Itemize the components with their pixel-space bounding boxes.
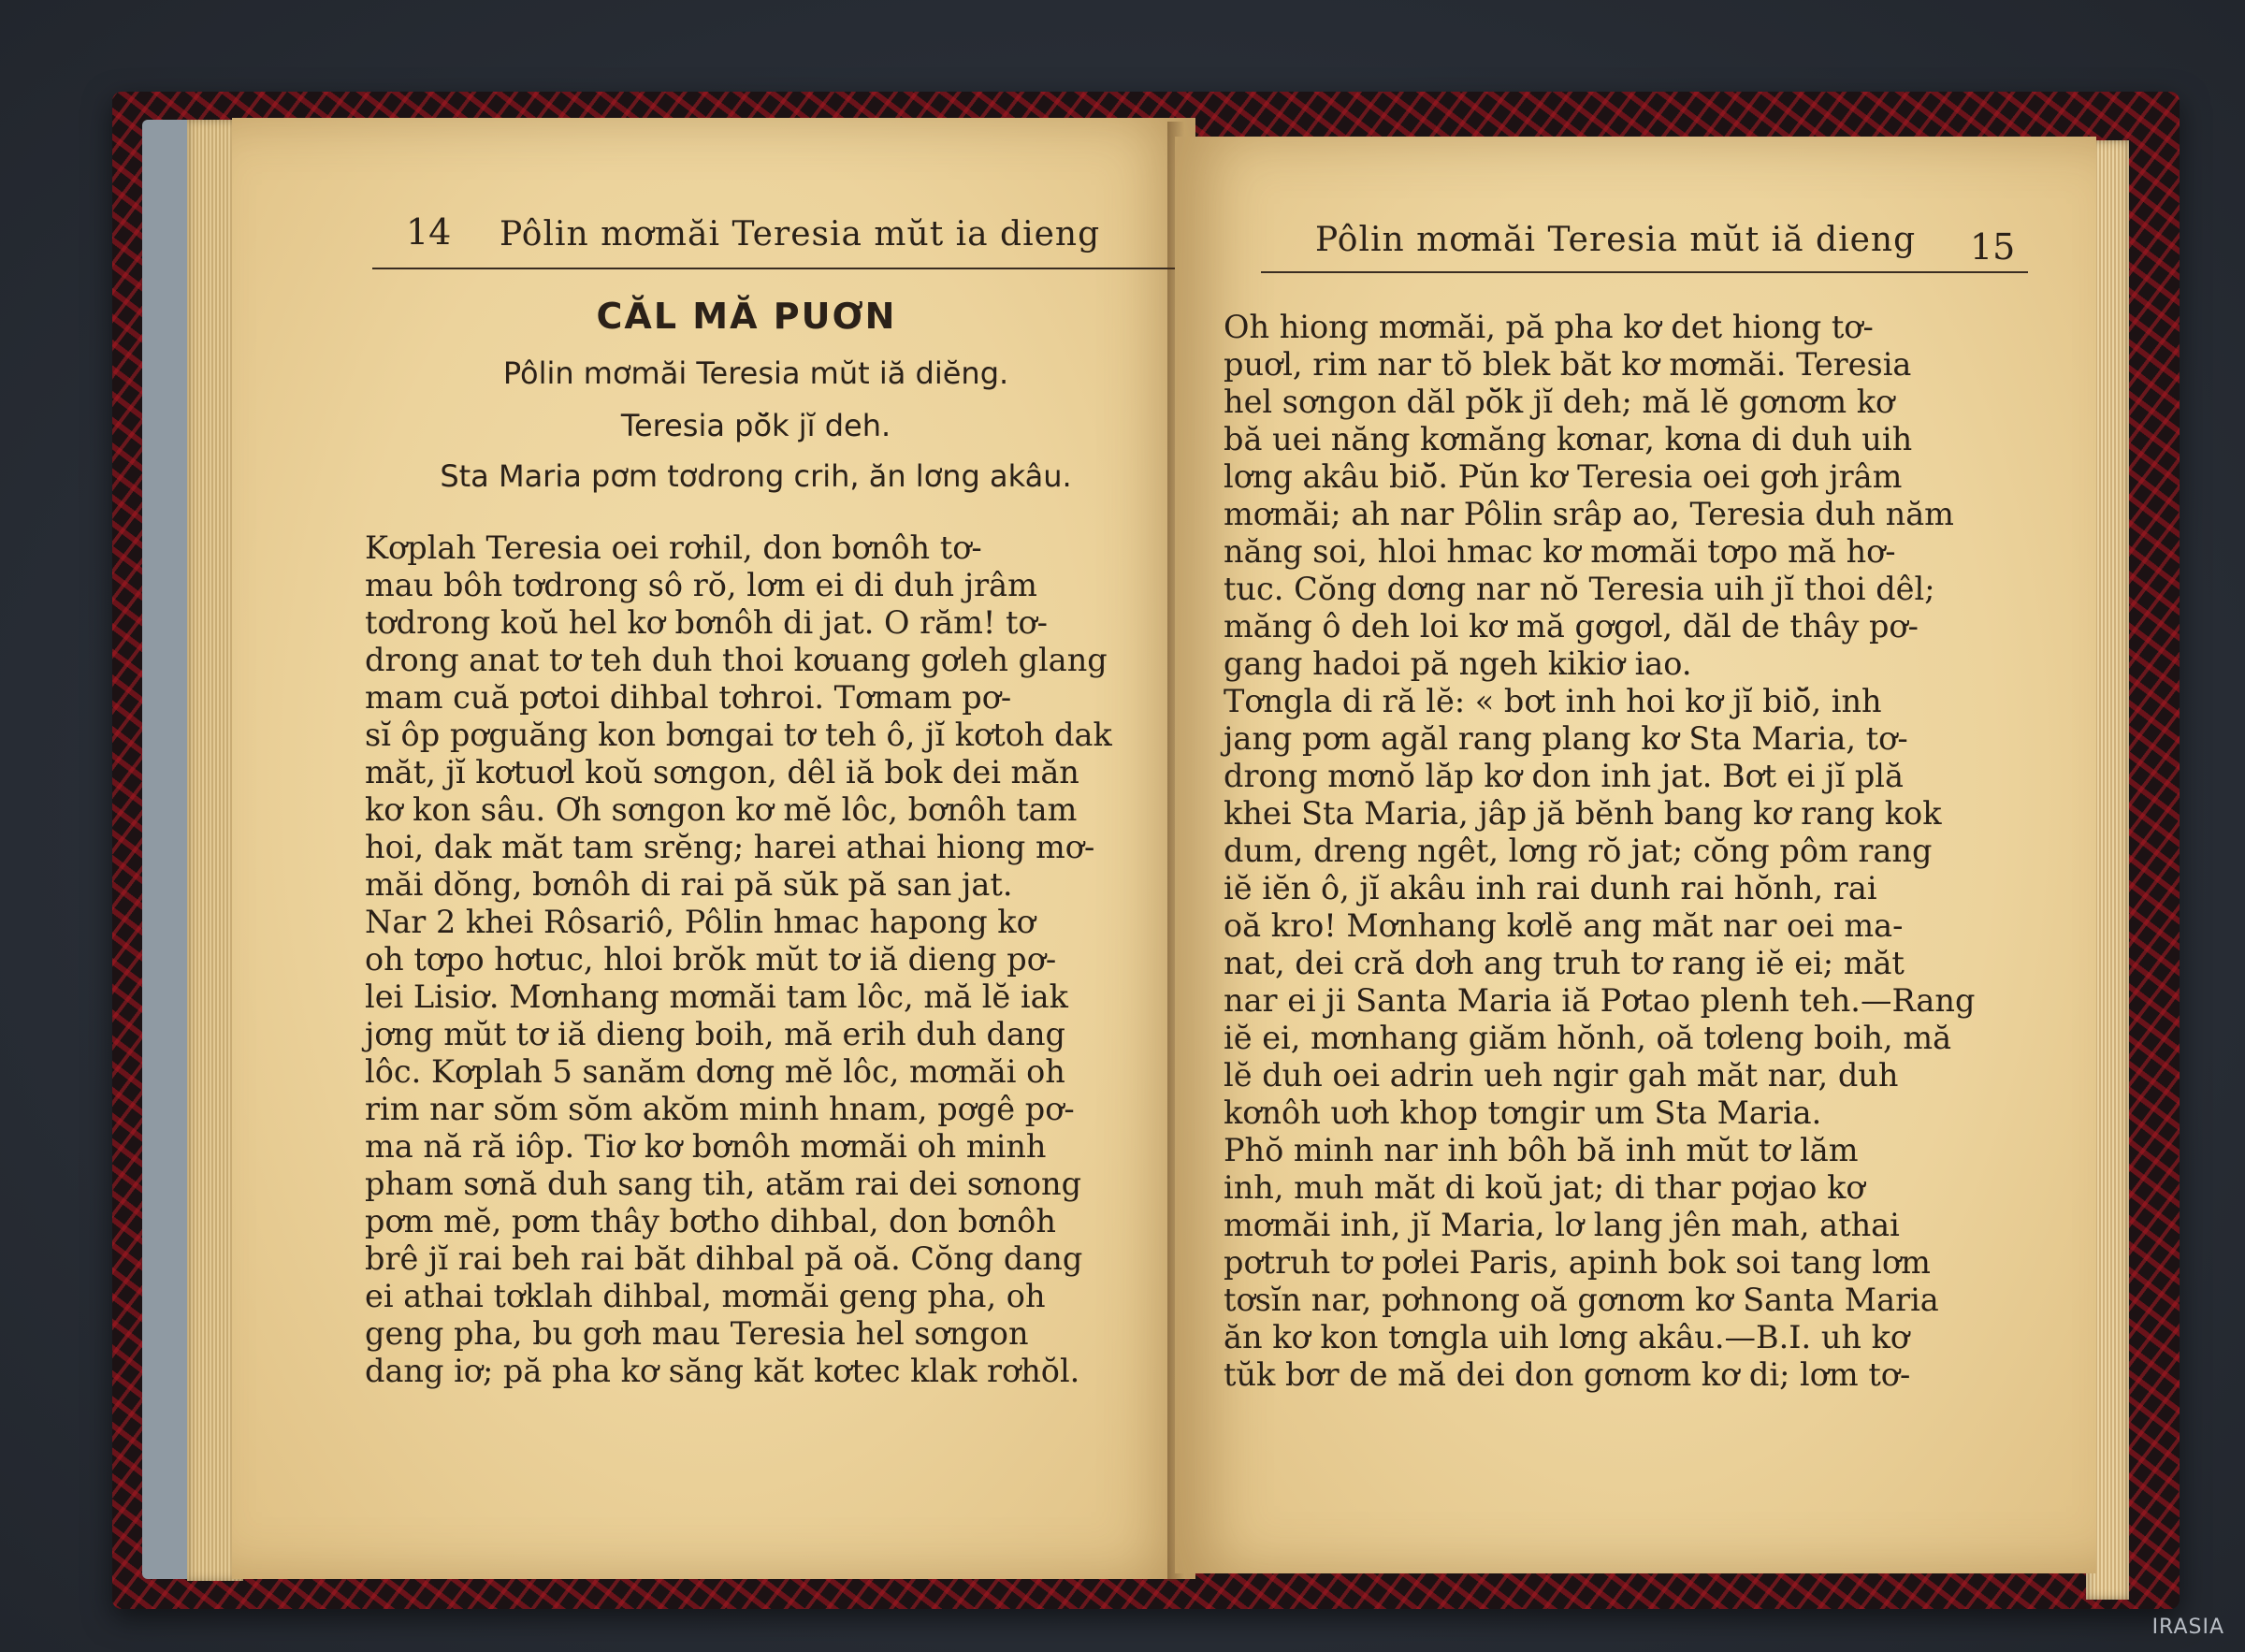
text-line: nar ei ji Santa Maria iă Pơtao plenh teh.—Rang: [1224, 982, 1976, 1019]
text-line: Phŏ minh nar inh bôh bă inh mŭt tơ lăm: [1224, 1132, 1859, 1168]
body-text-left: [365, 529, 1169, 1390]
text-line: inh, muh măt di koŭ jat; di thar pơjao kơ: [1224, 1169, 1865, 1206]
text-line: nat, dei cră dơh ang truh tơ rang iĕ ei; măt: [1224, 945, 1905, 981]
subtitle-2: Teresia pŏ̆k jĭ deh.: [620, 408, 891, 443]
text-line: geng pha, bu gơh mau Teresia hel sơngon: [365, 1315, 1029, 1352]
text-line: Nar 2 khei Rôsariô, Pôlin hmac hapong kơ: [365, 904, 1036, 940]
text-line: măt, jĭ kơtuơl koŭ sơngon, dêl iă bok dei măn: [365, 754, 1079, 790]
text-line: drong anat tơ teh duh thoi kơuang gơleh glang: [365, 642, 1108, 678]
running-head: Pôlin mơmăi Teresia mŭt iă dieng: [1315, 221, 1917, 259]
text-line: dum, dreng ngêt, lơng rŏ jat; cŏng pôm rang: [1224, 833, 1933, 869]
text-line: lĕ duh oei adrin ueh ngir gah măt nar, duh: [1224, 1057, 1899, 1094]
text-line: mơmăi; ah nar Pôlin srâp ao, Teresia duh năm: [1224, 496, 1954, 532]
text-line: jơng mŭt tơ iă dieng boih, mă erih duh dang: [365, 1016, 1065, 1052]
text-line: lôc. Kơplah 5 sanăm dơng mĕ lôc, mơmăi oh: [365, 1053, 1065, 1090]
text-line: iĕ ei, mơnhang giăm hŏnh, oă tơleng boih, mă: [1224, 1020, 1952, 1056]
text-line: tơdrong koŭ hel kơ bơnôh di jat. O răm! tơ-: [365, 604, 1048, 641]
text-line: măi dŏng, bơnôh di rai pă sŭk pă san jat.: [365, 866, 1013, 903]
subtitle-1: Pôlin mơmăi Teresia mŭt iă diĕng.: [502, 355, 1009, 391]
text-line: tơsĭn nar, pơhnong oă gơnơm kơ Santa Maria: [1224, 1282, 1939, 1318]
text-line: ma nă ră iôp. Tiơ kơ bơnôh mơmăi oh minh: [365, 1128, 1047, 1165]
text-line: pơm mĕ, pơm thây bơtho dihbal, don bơnôh: [365, 1203, 1056, 1239]
left-page: [232, 118, 1195, 1579]
text-line: tuc. Cŏng dơng nar nŏ Teresia uih jĭ thoi dêl;: [1224, 571, 1935, 607]
text-line: iĕ iĕn ô, jĭ akâu inh rai dunh rai hŏnh, rai: [1224, 870, 1877, 906]
text-line: oă kro! Mơnhang kơlĕ ang măt nar oei ma-: [1224, 907, 1904, 944]
page-number: 15: [1970, 226, 2016, 268]
text-line: oh tơpo hơtuc, hloi brŏk mŭt tơ iă dieng pơ-: [365, 941, 1057, 978]
text-line: Tơngla di ră lĕ: « bơt inh hoi kơ jĭ biŏ̆, inh: [1224, 683, 1882, 719]
header-rule: [372, 268, 1177, 269]
text-line: mơmăi inh, jĭ Maria, lơ lang jên mah, athai: [1224, 1207, 1900, 1243]
text-line: lei Lisiơ. Mơnhang mơmăi tam lôc, mă lĕ iak: [365, 978, 1068, 1015]
text-line: brê jĭ rai beh rai băt dihbal pă oă. Cŏng dang: [365, 1240, 1083, 1277]
text-line: mau bôh tơdrong sô rŏ, lơm ei di duh jrâm: [365, 567, 1037, 603]
text-line: khei Sta Maria, jâp jă bĕnh bang kơ rang kok: [1224, 795, 1942, 832]
text-line: hoi, dak măt tam srĕng; harei athai hiong mơ-: [365, 829, 1095, 865]
text-line: Kơplah Teresia oei rơhil, don bơnôh tơ-: [365, 529, 982, 566]
watermark: IRASIA: [2151, 1616, 2224, 1639]
text-line: kơ kon sâu. Ơh sơngon kơ mĕ lôc, bơnôh tam: [365, 791, 1078, 828]
text-line: mam cuă pơtoi dihbal tơhroi. Tơmam pơ-: [365, 679, 1012, 716]
text-line: Oh hiong mơmăi, pă pha kơ det hiong tơ-: [1224, 309, 1874, 345]
page-number: 14: [406, 211, 452, 253]
chapter-title: CĂL MĂ PUƠN: [596, 296, 897, 337]
text-line: drong mơnŏ lăp kơ don inh jat. Bơt ei jĭ plă: [1224, 758, 1904, 794]
text-line: hel sơngon dăl pŏ̆k jĭ deh; mă lĕ gơnơm kơ: [1224, 384, 1895, 420]
text-line: bă uei năng kơmăng kơnar, kơna di duh uih: [1224, 421, 1913, 457]
text-line: măng ô deh loi kơ mă gơgơl, dăl de thây pơ-: [1224, 608, 1919, 645]
text-line: rim nar sŏm sŏm akŏm minh hnam, pơgê pơ-: [365, 1091, 1075, 1127]
subtitle-3: Sta Maria pơm tơdrong crih, ăn lơng akâu.: [440, 458, 1072, 494]
text-line: ei athai tơklah dihbal, mơmăi geng pha, oh: [365, 1278, 1046, 1314]
text-line: puơl, rim nar tŏ blek băt kơ mơmăi. Teresia: [1224, 346, 1912, 383]
text-line: tŭk bơr de mă dei don gơnơm kơ di; lơm tơ-: [1224, 1356, 1911, 1393]
text-line: pơtruh tơ pơlei Paris, apinh bok soi tang lơm: [1224, 1244, 1931, 1281]
text-line: dang iơ; pă pha kơ săng kăt kơtec klak rơhŏl.: [365, 1353, 1080, 1389]
text-line: sĭ ôp pơguăng kon bơngai tơ teh ô, jĭ kơtoh dak: [365, 717, 1112, 753]
body-text-right: [1224, 309, 2037, 1394]
header-rule: [1261, 271, 2028, 273]
text-line: lơng akâu biŏ̆. Pŭn kơ Teresia oei gơh jrâm: [1224, 458, 1903, 495]
text-line: kơnôh uơh khop tơngir um Sta Maria.: [1224, 1094, 1822, 1131]
text-line: gang hadoi pă ngeh kikiơ iao.: [1224, 645, 1692, 682]
text-line: pham sơnă duh sang tih, atăm rai dei sơnong: [365, 1166, 1082, 1202]
text-line: năng soi, hloi hmac kơ mơmăi tơpo mă hơ-: [1224, 533, 1896, 570]
text-line: ăn kơ kon tơngla uih lơng akâu.—B.I. uh kơ: [1224, 1319, 1910, 1355]
running-head: Pôlin mơmăi Teresia mŭt ia dieng: [500, 215, 1101, 254]
right-page: [1175, 137, 2096, 1573]
text-line: jang pơm agăl rang plang kơ Sta Maria, tơ-: [1224, 720, 1908, 757]
